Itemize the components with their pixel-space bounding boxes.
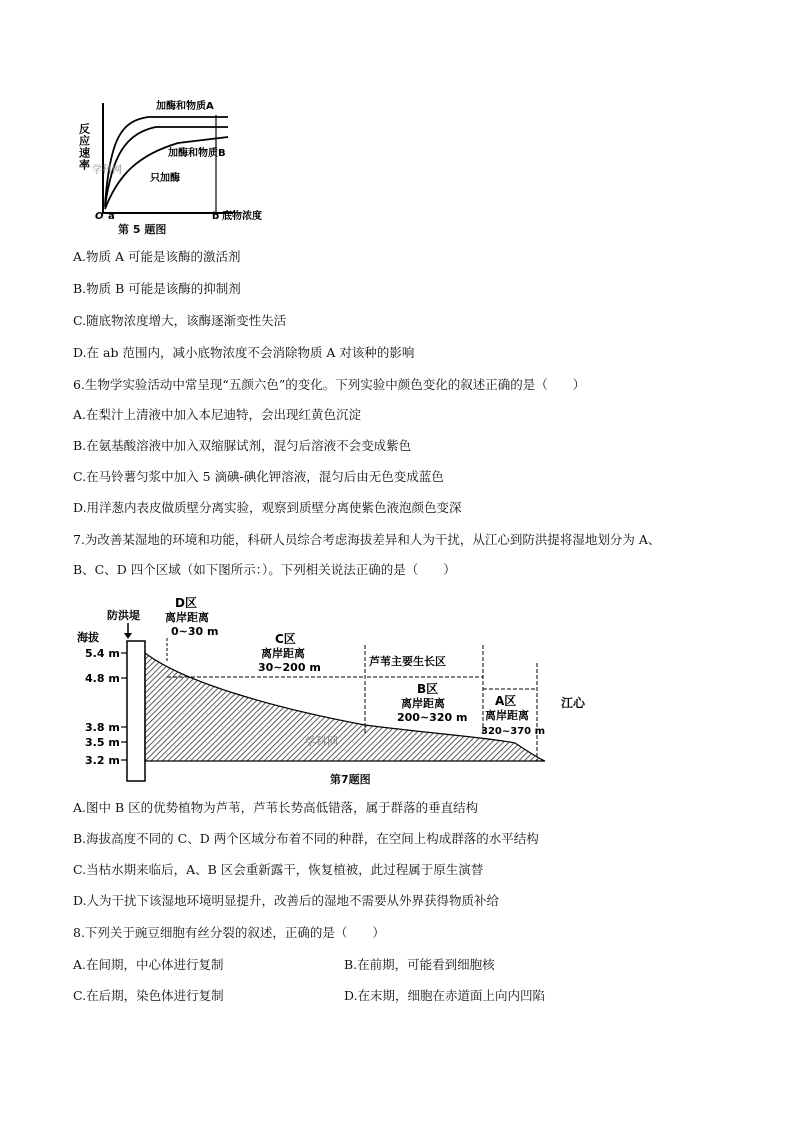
fig7-dike-arrowhead bbox=[124, 633, 132, 639]
fig7-b-bank-dist: 离岸距离 bbox=[401, 697, 445, 710]
fig7-reed-label: 芦苇主要生长区 bbox=[369, 655, 446, 668]
q8-option-d: D.在末期，细胞在赤道面上向内凹陷 bbox=[344, 988, 546, 1003]
fig5-tick-a: a bbox=[108, 211, 115, 222]
fig7-y-3-8: 3.8 m bbox=[85, 721, 120, 734]
fig7-c-bank-dist: 离岸距离 bbox=[261, 647, 305, 660]
q8-option-b: B.在前期，可能看到细胞核 bbox=[344, 957, 495, 972]
fig7-c-zone: C区 bbox=[275, 632, 296, 646]
fig7-watermark: 学科网 bbox=[305, 735, 338, 748]
q6-option-c: C.在马铃薯匀浆中加入 5 滴碘-碘化钾溶液，混匀后由无色变成蓝色 bbox=[73, 469, 444, 484]
fig5-origin: O bbox=[95, 211, 104, 222]
fig7-y-ticks bbox=[121, 653, 127, 760]
q5-option-b: B.物质 B 可能是该酶的抑制剂 bbox=[73, 281, 241, 296]
q7-option-c: C.当枯水期来临后，A、B 区会重新露干，恢复植被，此过程属于原生演替 bbox=[73, 862, 484, 877]
fig7-altitude-label: 海拔 bbox=[77, 631, 99, 644]
fig7-y-3-2: 3.2 m bbox=[85, 754, 120, 767]
fig7-d-zone: D区 bbox=[175, 596, 197, 610]
fig5-label-enzyme: 只加酶 bbox=[150, 173, 180, 184]
q6-stem: 6.生物学实验活动中常呈现“五颜六色”的变化。下列实验中颜色变化的叙述正确的是（ ） bbox=[73, 377, 586, 392]
q7-option-b: B.海拔高度不同的 C、D 两个区域分布着不同的种群，在空间上构成群落的水平结构 bbox=[73, 831, 539, 846]
fig7-b-zone: B区 bbox=[417, 682, 439, 696]
fig5-ylabel: 反应速率 bbox=[78, 123, 91, 171]
fig7-b-range: 200~320 m bbox=[397, 711, 468, 724]
fig7-a-bank-dist: 离岸距离 bbox=[485, 709, 529, 722]
fig5-tick-b: b bbox=[212, 211, 220, 222]
fig7-y-4-8: 4.8 m bbox=[85, 672, 120, 685]
fig7-dike-label: 防洪堤 bbox=[107, 609, 140, 622]
fig5-caption: 第 5 题图 bbox=[118, 223, 167, 236]
fig5-watermark: 学科网 bbox=[92, 165, 122, 176]
figure-5-enzyme-graph bbox=[78, 95, 298, 225]
q5-option-d: D.在 ab 范围内，减小底物浓度不会消除物质 A 对该种的影响 bbox=[73, 345, 415, 360]
fig5-xlabel: 底物浓度 bbox=[222, 211, 262, 222]
q5-option-c: C.随底物浓度增大，该酶逐渐变性失活 bbox=[73, 313, 287, 328]
fig7-y-3-5: 3.5 m bbox=[85, 736, 120, 749]
q6-option-d: D.用洋葱内表皮做质壁分离实验，观察到质壁分离使紫色液泡颜色变深 bbox=[73, 500, 462, 515]
q7-stem-line1: 7.为改善某湿地的环境和功能，科研人员综合考虑海拔差异和人为干扰，从江心到防洪提将湿地划分为 A、 bbox=[73, 532, 661, 547]
q7-stem-line2: B、C、D 四个区域（如下图所示：）。下列相关说法正确的是（ ） bbox=[73, 562, 456, 577]
fig7-c-range: 30~200 m bbox=[258, 661, 321, 674]
fig5-label-b: 加酶和物质B bbox=[168, 148, 226, 159]
q8-option-a: A.在间期，中心体进行复制 bbox=[73, 957, 224, 972]
fig7-d-range: 0~30 m bbox=[171, 625, 219, 638]
fig7-ground-slope bbox=[145, 653, 545, 761]
fig7-a-zone: A区 bbox=[495, 694, 517, 708]
q6-option-b: B.在氨基酸溶液中加入双缩脲试剂，混匀后溶液不会变成紫色 bbox=[73, 438, 412, 453]
fig7-d-bank-dist: 离岸距离 bbox=[165, 611, 209, 624]
fig7-dike bbox=[127, 641, 145, 781]
fig7-caption: 第7题图 bbox=[330, 773, 371, 786]
q8-stem: 8.下列关于豌豆细胞有丝分裂的叙述，正确的是（ ） bbox=[73, 925, 385, 940]
fig5-label-a: 加酶和物质A bbox=[156, 101, 214, 112]
fig7-river-label: 江心 bbox=[561, 696, 586, 710]
q7-option-d: D.人为干扰下该湿地环境明显提升，改善后的湿地不需要从外界获得物质补给 bbox=[73, 893, 500, 908]
q5-option-a: A.物质 A 可能是该酶的激活剂 bbox=[73, 249, 241, 264]
fig7-y-5-4: 5.4 m bbox=[85, 647, 120, 660]
q8-option-c: C.在后期，染色体进行复制 bbox=[73, 988, 224, 1003]
fig5-curve-a bbox=[105, 117, 228, 205]
q7-option-a: A.图中 B 区的优势植物为芦苇，芦苇长势高低错落，属于群落的垂直结构 bbox=[73, 800, 479, 815]
fig7-a-range: 320~370 m bbox=[481, 726, 546, 737]
q6-option-a: A.在梨汁上清液中加入本尼迪特，会出现红黄色沉淀 bbox=[73, 407, 362, 422]
figure-7-wetland-diagram bbox=[75, 593, 605, 783]
